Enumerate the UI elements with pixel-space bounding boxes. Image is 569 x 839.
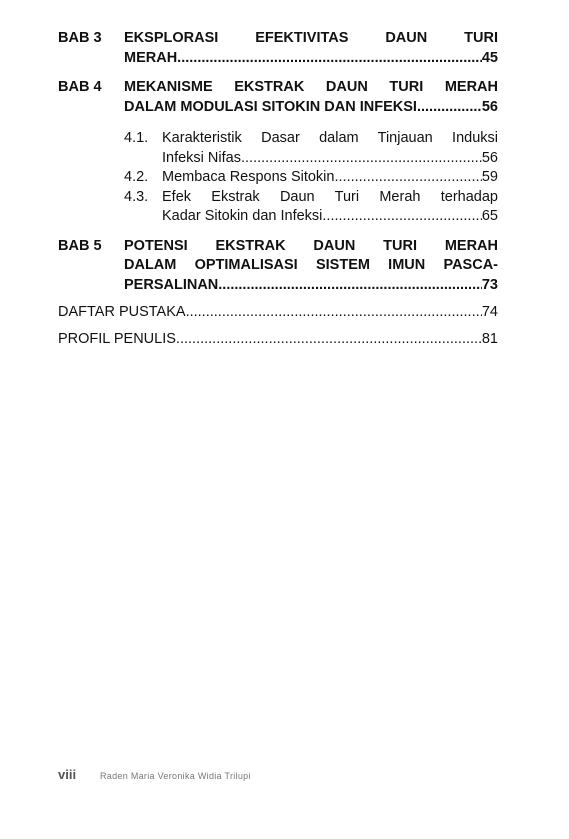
- dot-leader: [417, 98, 482, 118]
- page-number: 56: [481, 149, 498, 166]
- chapter-title-line: MERAH: [124, 49, 178, 66]
- page-footer: [58, 767, 251, 782]
- page-number: 74: [481, 304, 498, 320]
- dot-leader: [241, 149, 482, 169]
- table-of-contents: [58, 29, 498, 349]
- chapter-number: BAB 3: [58, 30, 102, 46]
- dot-leader: [186, 303, 482, 323]
- toc-entry-bab-3[interactable]: [58, 29, 498, 68]
- toc-entry-4-3[interactable]: [124, 188, 498, 227]
- dot-leader: [177, 49, 482, 69]
- page-number: 81: [481, 330, 498, 347]
- page-number: 45: [481, 49, 498, 66]
- chapter-title-line: EKSPLORASI EFEKTIVITAS DAUN TURI: [124, 30, 498, 46]
- chapter-title-line: MEKANISME EKSTRAK DAUN TURI MERAH: [124, 79, 498, 95]
- toc-entry-daftar-pustaka[interactable]: [58, 303, 498, 323]
- toc-entry-4-1[interactable]: [124, 129, 498, 168]
- toc-entry-bab-5[interactable]: [58, 237, 498, 296]
- toc-entry-bab-4[interactable]: [58, 78, 498, 117]
- section-title-line: Infeksi Nifas: [162, 149, 241, 166]
- section-title-line: Membaca Respons Sitokin: [162, 169, 335, 185]
- sub-entries-bab-4: [124, 129, 498, 227]
- dot-leader: [322, 207, 481, 227]
- folio-page-number: viii: [58, 767, 77, 782]
- section-number: 4.3.: [124, 188, 149, 205]
- chapter-title-line: PERSALINAN: [124, 276, 219, 293]
- dot-leader: [176, 330, 482, 350]
- page-number: 56: [481, 98, 498, 115]
- chapter-number: BAB 5: [58, 237, 102, 254]
- entry-label: DAFTAR PUSTAKA: [58, 304, 186, 320]
- toc-entry-profil-penulis[interactable]: [58, 330, 498, 350]
- page-number: 65: [481, 208, 498, 224]
- running-footer-author: Raden Maria Veronika Widia Trilupi: [100, 771, 251, 781]
- page-number: 73: [481, 276, 498, 293]
- entry-label: PROFIL PENULIS: [58, 330, 176, 347]
- dot-leader: [218, 276, 482, 296]
- section-title-line: Karakteristik Dasar dalam Tinjauan Induksi: [162, 130, 498, 146]
- chapter-title-line: DALAM OPTIMALISASI SISTEM IMUN PASCA-: [124, 257, 498, 273]
- section-number: 4.1.: [124, 130, 149, 146]
- section-number: 4.2.: [124, 169, 149, 185]
- section-title-line: Kadar Sitokin dan Infeksi: [162, 208, 323, 224]
- page-number: 59: [481, 169, 498, 185]
- toc-entry-4-2[interactable]: [124, 168, 498, 188]
- section-title-line: Efek Ekstrak Daun Turi Merah terhadap: [162, 188, 498, 205]
- chapter-title-line: DALAM MODULASI SITOKIN DAN INFEKSI: [124, 98, 417, 115]
- chapter-number: BAB 4: [58, 79, 102, 95]
- chapter-title-line: POTENSI EKSTRAK DAUN TURI MERAH: [124, 237, 498, 254]
- dot-leader: [334, 168, 481, 188]
